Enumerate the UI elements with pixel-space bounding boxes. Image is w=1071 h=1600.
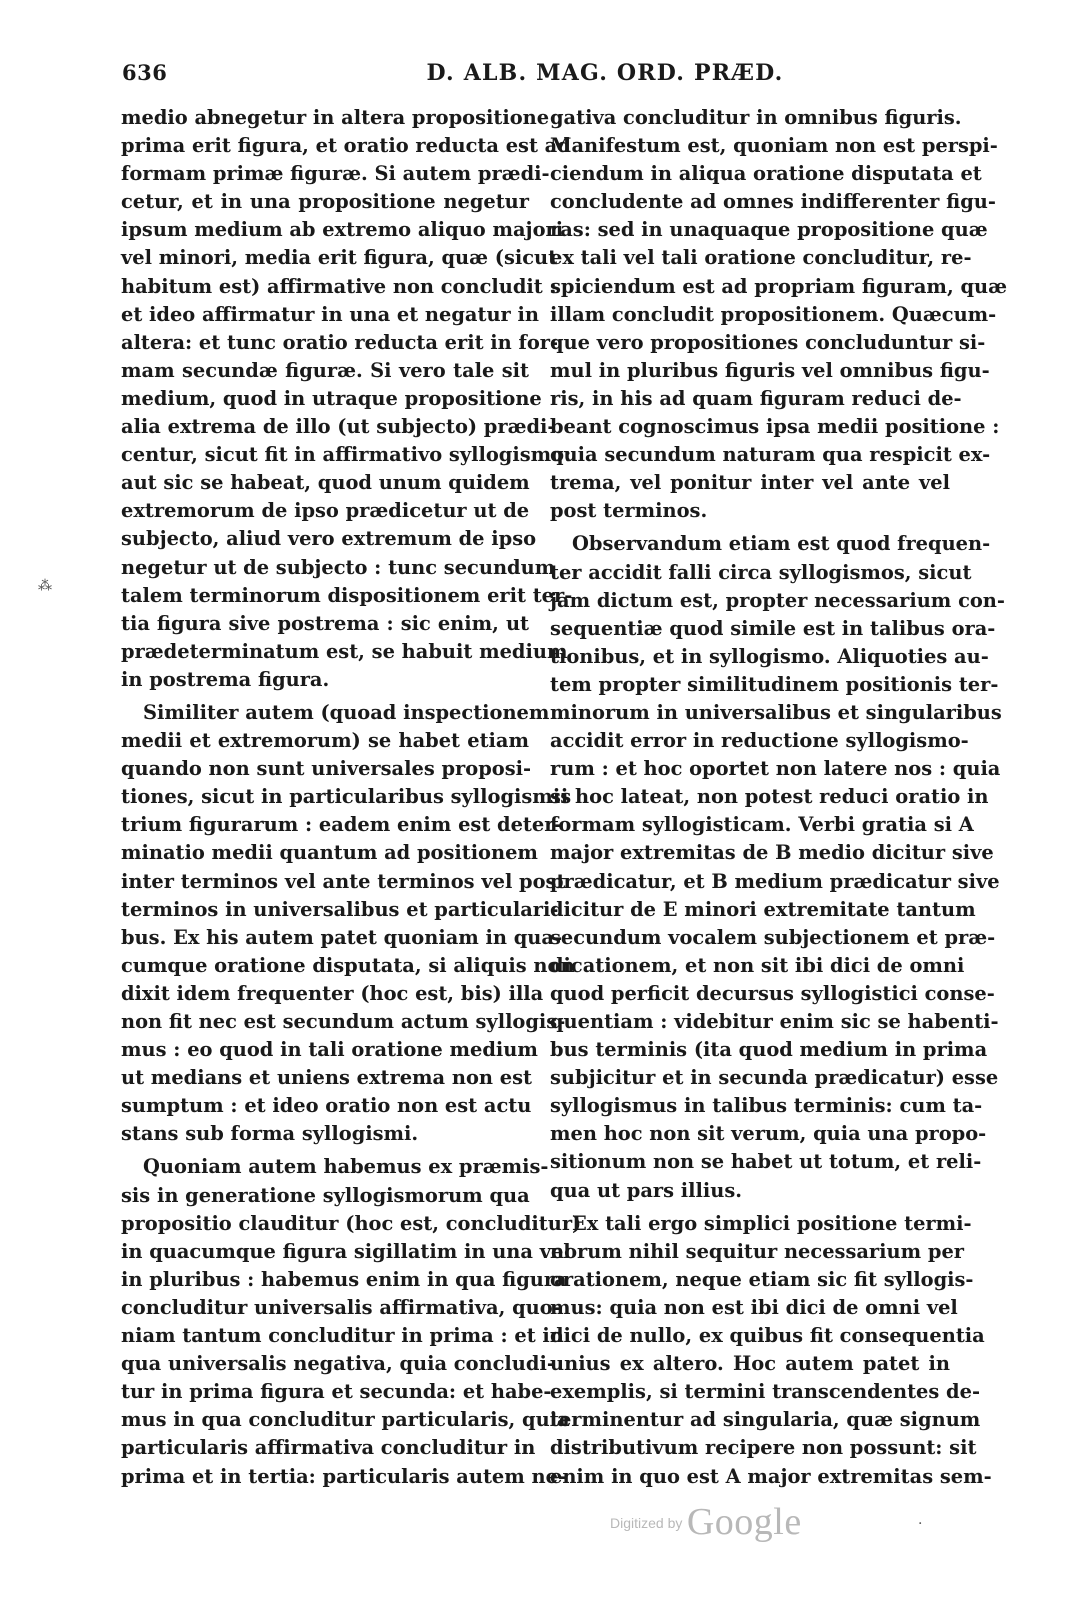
text-line: habitum est) affirmative non concludit :: [121, 274, 557, 298]
text-line: medium, quod in utraque propositione: [121, 386, 542, 410]
digitized-label: Digitized by: [610, 1515, 683, 1531]
page-header: [120, 60, 950, 92]
text-line: medii et extremorum) se habet etiam: [121, 729, 529, 753]
text-line: terminos in universalibus et particulari-: [121, 897, 559, 921]
digitized-by-google-watermark: [610, 1500, 802, 1544]
text-line: minorum in universalibus et singularibus: [550, 700, 1002, 724]
text-line: alia extrema de illo (ut subjecto) prædi-: [121, 415, 556, 439]
text-line: in postrema figura.: [121, 667, 330, 691]
left-column-paragraph: [121, 1153, 582, 1490]
text-line: stans sub forma syllogismi.: [121, 1122, 419, 1146]
text-line: prima erit figura, et oratio reducta est ad: [121, 134, 571, 158]
page-number: 636: [122, 60, 168, 85]
text-line: tur in prima figura et secunda: et habe-: [121, 1380, 552, 1404]
text-line: particularis affirmativa concluditur in: [121, 1436, 536, 1460]
text-line: in quacumque figura sigillatim in una vel: [121, 1239, 571, 1263]
text-line: propositio clauditur (hoc est, concluditur): [121, 1211, 582, 1235]
text-line: ras: sed in unaquaque propositione quæ: [550, 218, 988, 242]
text-line: qua universalis negativa, quia concludi-: [121, 1352, 555, 1376]
text-line: orationem, neque etiam sic fit syllogis-: [550, 1267, 974, 1291]
text-line: norum nihil sequitur necessarium per: [550, 1239, 964, 1263]
text-line: jam dictum est, propter necessarium con-: [550, 588, 1005, 612]
text-line: exemplis, si termini transcendentes de-: [550, 1380, 980, 1404]
text-line: et ideo affirmatur in una et negatur in: [121, 302, 539, 326]
running-head: D. ALB. MAG. ORD. PRÆD.: [426, 60, 784, 86]
text-line: formam syllogisticam. Verbi gratia si A: [550, 813, 974, 837]
text-line: tem propter similitudinem positionis ter-: [550, 672, 999, 696]
text-line: enim in quo est A major extremitas sem-: [550, 1464, 992, 1488]
text-line: prædeterminatum est, se habuit medium: [121, 639, 568, 663]
text-line: mul in pluribus figuris vel omnibus figu-: [550, 358, 990, 382]
text-line: ter accidit falli circa syllogismos, sicut: [550, 560, 972, 584]
text-line: dixit idem frequenter (hoc est, bis) illa: [121, 981, 544, 1005]
text-line: sis in generatione syllogismorum qua: [121, 1183, 530, 1207]
text-line: inter terminos vel ante terminos vel post: [121, 869, 566, 893]
text-line: gativa concluditur in omnibus figuris.: [550, 106, 962, 129]
text-line: illam concludit propositionem. Quæcum-: [550, 302, 997, 326]
right-column-paragraph: [550, 1210, 992, 1491]
text-line: Similiter autem (quoad inspectionem: [143, 700, 550, 724]
text-line: extremorum de ipso prædicetur ut de: [121, 499, 530, 523]
text-line: secundum vocalem subjectionem et præ-: [550, 925, 996, 949]
text-line: medio abnegetur in altera propositione :: [121, 106, 563, 129]
text-line: Ex tali ergo simplici positione termi-: [572, 1211, 972, 1235]
text-line: ris, in his ad quam figuram reduci de-: [550, 386, 962, 410]
text-line: talem terminorum dispositionem erit ter-: [121, 583, 573, 607]
text-line: niam tantum concluditur in prima : et in: [121, 1324, 564, 1348]
text-line: sitionum non se habet ut totum, et reli-: [550, 1150, 982, 1174]
text-line: mam secundæ figuræ. Si vero tale sit: [121, 358, 529, 382]
text-line: tionibus, et in syllogismo. Aliquoties au-: [550, 644, 989, 668]
text-line: negetur ut de subjecto : tunc secundum: [121, 555, 556, 579]
right-column-paragraph: [550, 104, 1008, 525]
text-line: concludente ad omnes indifferenter figu-: [550, 190, 996, 214]
text-line: dici de nullo, ex quibus fit consequentia: [550, 1324, 985, 1348]
text-line: trema, vel ponitur inter vel ante vel: [550, 471, 950, 495]
text-line: quod perficit decursus syllogistici conse-: [550, 981, 995, 1005]
text-line: si hoc lateat, non potest reduci oratio in: [550, 785, 989, 809]
text-line: prima et in tertia: particularis autem ne-: [121, 1464, 566, 1488]
text-line: altera: et tunc oratio reducta erit in for-: [121, 330, 559, 354]
text-line: cumque oratione disputata, si aliquis non: [121, 953, 575, 977]
text-line: mus in qua concluditur particularis, quia: [121, 1408, 570, 1432]
text-line: cetur, et in una propositione negetur: [121, 190, 529, 214]
text-line: vel minori, media erit figura, quæ (sicut: [121, 246, 558, 270]
text-line: quando non sunt universales proposi-: [121, 757, 532, 781]
text-line: men hoc non sit verum, quia una propo-: [550, 1122, 987, 1146]
text-line: spiciendum est ad propriam figuram, quæ: [550, 274, 1008, 298]
text-line: accidit error in reductione syllogismo-: [550, 729, 969, 753]
text-line: subjicitur et in secunda prædicatur) esse: [550, 1066, 999, 1090]
right-column-paragraph: [550, 530, 1005, 1204]
text-line: bus. Ex his autem patet quoniam in qua-: [121, 925, 563, 949]
text-line: aut sic se habeat, quod unum quidem: [121, 471, 530, 495]
text-line: ex tali vel tali oratione concluditur, re-: [550, 246, 972, 270]
text-line: syllogismus in talibus terminis: cum ta-: [550, 1094, 983, 1118]
text-line: qua ut pars illius.: [550, 1178, 743, 1202]
text-line: distributivum recipere non possunt: sit: [550, 1436, 977, 1460]
text-line: ipsum medium ab extremo aliquo majori: [121, 218, 564, 242]
text-line: que vero propositiones concluduntur si-: [550, 330, 986, 354]
text-line: bus terminis (ita quod medium in prima: [550, 1038, 988, 1062]
text-line: formam primæ figuræ. Si autem prædi-: [121, 162, 550, 186]
text-line: ciendum in aliqua oratione disputata et: [550, 162, 982, 186]
text-line: tia figura sive postrema : sic enim, ut: [121, 611, 529, 635]
left-column-paragraph: [121, 104, 573, 694]
text-line: major extremitas de B medio dicitur sive: [550, 841, 994, 865]
text-line: minatio medii quantum ad positionem: [121, 841, 538, 865]
text-line: Quoniam autem habemus ex præmis-: [143, 1155, 549, 1179]
text-line: beant cognoscimus ipsa medii positione :: [550, 415, 1000, 439]
text-line: trium figurarum : eadem enim est deter-: [121, 813, 563, 837]
text-line: mus : eo quod in tali oratione medium: [121, 1038, 538, 1062]
text-line: tiones, sicut in particularibus syllogismis: [121, 785, 572, 809]
left-column-paragraph: [121, 699, 575, 1149]
text-line: unius ex altero. Hoc autem patet in: [550, 1352, 950, 1376]
left-column: [121, 104, 582, 1496]
text-line: non fit nec est secundum actum syllogis-: [121, 1010, 566, 1033]
text-line: sumptum : et ideo oratio non est actu: [121, 1094, 532, 1118]
text-line: quia secundum naturam qua respicit ex-: [550, 443, 991, 467]
google-logo: Google: [686, 1501, 802, 1543]
text-line: centur, sicut fit in affirmativo syllogismo:: [121, 443, 572, 467]
text-line: prædicatur, et B medium prædicatur sive: [550, 869, 1000, 893]
text-line: terminentur ad singularia, quæ signum: [550, 1408, 981, 1432]
text-line: in pluribus : habemus enim in qua figura: [121, 1267, 567, 1291]
text-line: concluditur universalis affirmativa, quo-: [121, 1295, 561, 1319]
text-line: subjecto, aliud vero extremum de ipso: [121, 527, 537, 551]
text-line: dicationem, et non sit ibi dici de omni: [550, 953, 965, 977]
text-line: mus: quia non est ibi dici de omni vel: [550, 1295, 958, 1319]
margin-mark: ⁂: [38, 578, 52, 594]
text-line: ut medians et uniens extrema non est: [121, 1066, 532, 1090]
text-line: dicitur de E minori extremitate tantum: [550, 897, 976, 921]
right-column: [550, 104, 1008, 1496]
text-line: sequentiæ quod simile est in talibus ora-: [550, 616, 996, 640]
text-line: rum : et hoc oportet non latere nos : quia: [550, 757, 1001, 781]
text-line: Manifestum est, quoniam non est perspi-: [550, 134, 998, 158]
text-line: Observandum etiam est quod frequen-: [572, 532, 991, 556]
text-line: post terminos.: [550, 499, 708, 523]
text-line: quentiam : videbitur enim sic se habenti-: [550, 1010, 999, 1033]
margin-dot: ·: [918, 1516, 923, 1532]
